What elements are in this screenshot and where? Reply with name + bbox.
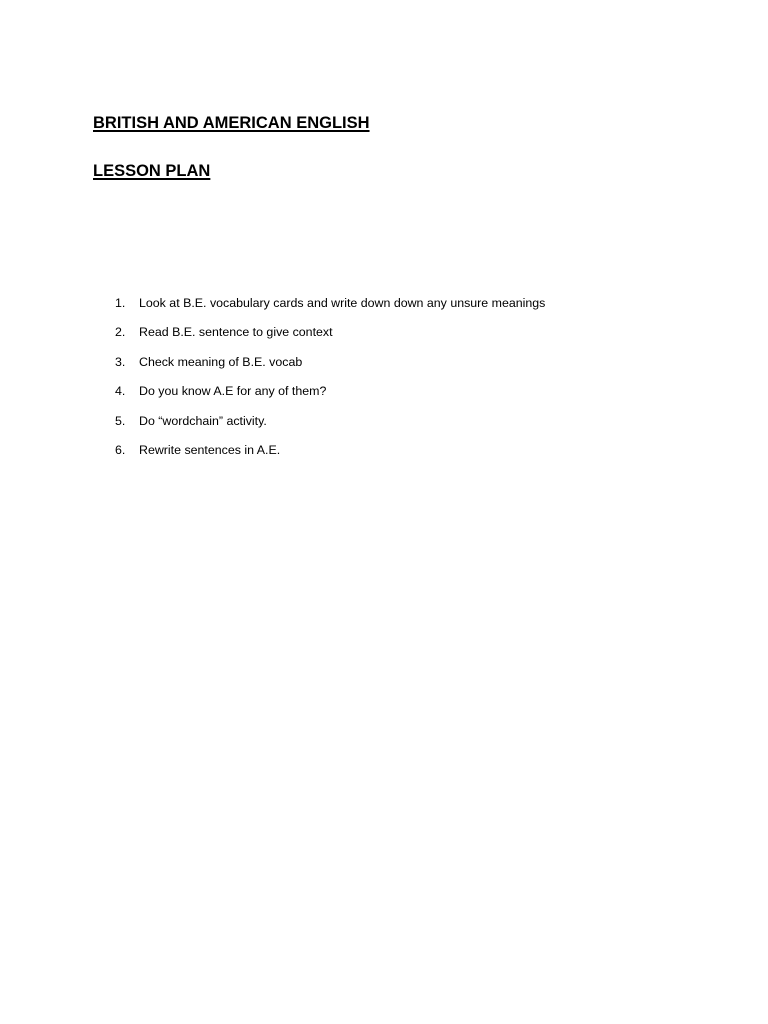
step-text: Rewrite sentences in A.E. bbox=[139, 442, 281, 457]
step-text: Do “wordchain” activity. bbox=[139, 413, 267, 428]
lesson-steps-list bbox=[0, 295, 768, 471]
step-text: Do you know A.E for any of them? bbox=[139, 384, 327, 399]
step-number: 4. bbox=[115, 384, 126, 399]
step-number: 2. bbox=[115, 325, 126, 340]
list-item bbox=[0, 413, 768, 442]
document-title: BRITISH AND AMERICAN ENGLISH bbox=[93, 114, 370, 132]
list-item bbox=[0, 295, 768, 324]
list-item bbox=[0, 383, 768, 412]
list-item bbox=[0, 324, 768, 353]
step-text: Read B.E. sentence to give context bbox=[139, 325, 333, 340]
step-number: 1. bbox=[115, 296, 126, 310]
step-number: 6. bbox=[115, 442, 126, 457]
step-number: 5. bbox=[115, 413, 126, 428]
step-text: Look at B.E. vocabulary cards and write down down any unsure meanings bbox=[139, 296, 546, 310]
step-text: Check meaning of B.E. vocab bbox=[139, 354, 303, 369]
list-item bbox=[0, 354, 768, 383]
step-number: 3. bbox=[115, 354, 126, 369]
list-item bbox=[0, 442, 768, 471]
lesson-plan-heading: LESSON PLAN bbox=[93, 162, 211, 180]
